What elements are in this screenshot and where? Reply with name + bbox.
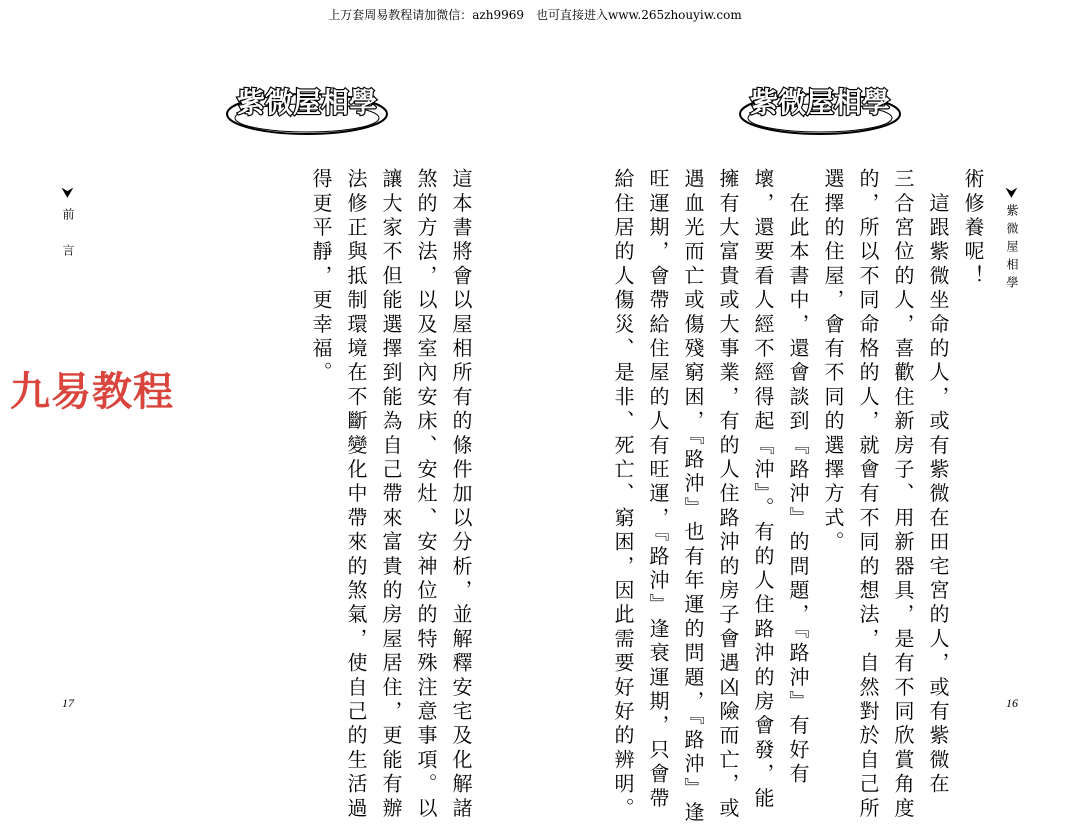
text-column: 在此本書中，還會談到『路沖』的問題，『路沖』有好有 [786,168,810,788]
logo-text: 紫微屋相學 [236,86,378,119]
section-label: 前 言 [61,208,75,262]
logo-text: 紫微屋相學 [749,86,891,119]
text-column: 選擇的住屋，會有不同的選擇方式。 [821,168,845,556]
text-column: 三合宮位的人，喜歡住新房子、用新器具，是有不同欣賞角度 [891,168,915,822]
text-column: 法修正與抵制環境在不斷變化中帶來的煞氣，使自己的生活過 [344,168,368,822]
top-banner: 上万套周易教程请加微信：azh9969 也可直接进入www.265zhouyiw.com [328,8,742,22]
text-column: 的，所以不同命格的人，就會有不同的想法，自然對於自己所 [856,168,880,822]
text-column: 擁有大富貴或大事業，有的人住路沖的房子會遇凶險而亡，或 [716,168,740,822]
text-column: 給住居的人傷災、是非、死亡、窮困，因此需要好好的辨明。 [611,168,635,822]
text-column: 這跟紫微坐命的人，或有紫微在田宅宮的人，或有紫微在 [926,168,950,798]
text-column: 遇血光而亡或傷殘窮困，『路沖』也有年運的問題，『路沖』逢 [681,168,705,826]
chevron-down-icon: ⮟ [62,186,74,201]
text-column: 術修養呢！ [961,168,985,289]
page-number: 16 [1006,696,1018,710]
watermark: 九易教程 [10,369,174,415]
text-column: 煞的方法，以及室內安床、安灶、安神位的特殊注意事項。以 [414,168,438,822]
book-logo-right [735,78,905,138]
text-column: 這本書將會以屋相所有的條件加以分析，並解釋安宅及化解諸 [449,168,473,822]
text-column: 壞，還要看人經不經得起『沖』。有的人住路沖的房會發，能 [751,168,775,812]
text-column: 讓大家不但能選擇到能為自己帶來富貴的房屋居住，更能有辦 [379,168,403,822]
book-logo-left [222,78,392,138]
text-column: 得更平靜，更幸福。 [309,168,333,386]
page-number: 17 [62,696,74,710]
chevron-down-icon: ⮟ [1006,186,1018,201]
text-column: 旺運期，會帶給住屋的人有旺運，『路沖』逢衰運期，只會帶 [646,168,670,812]
book-title-label: 紫微屋相學 [1005,204,1019,294]
